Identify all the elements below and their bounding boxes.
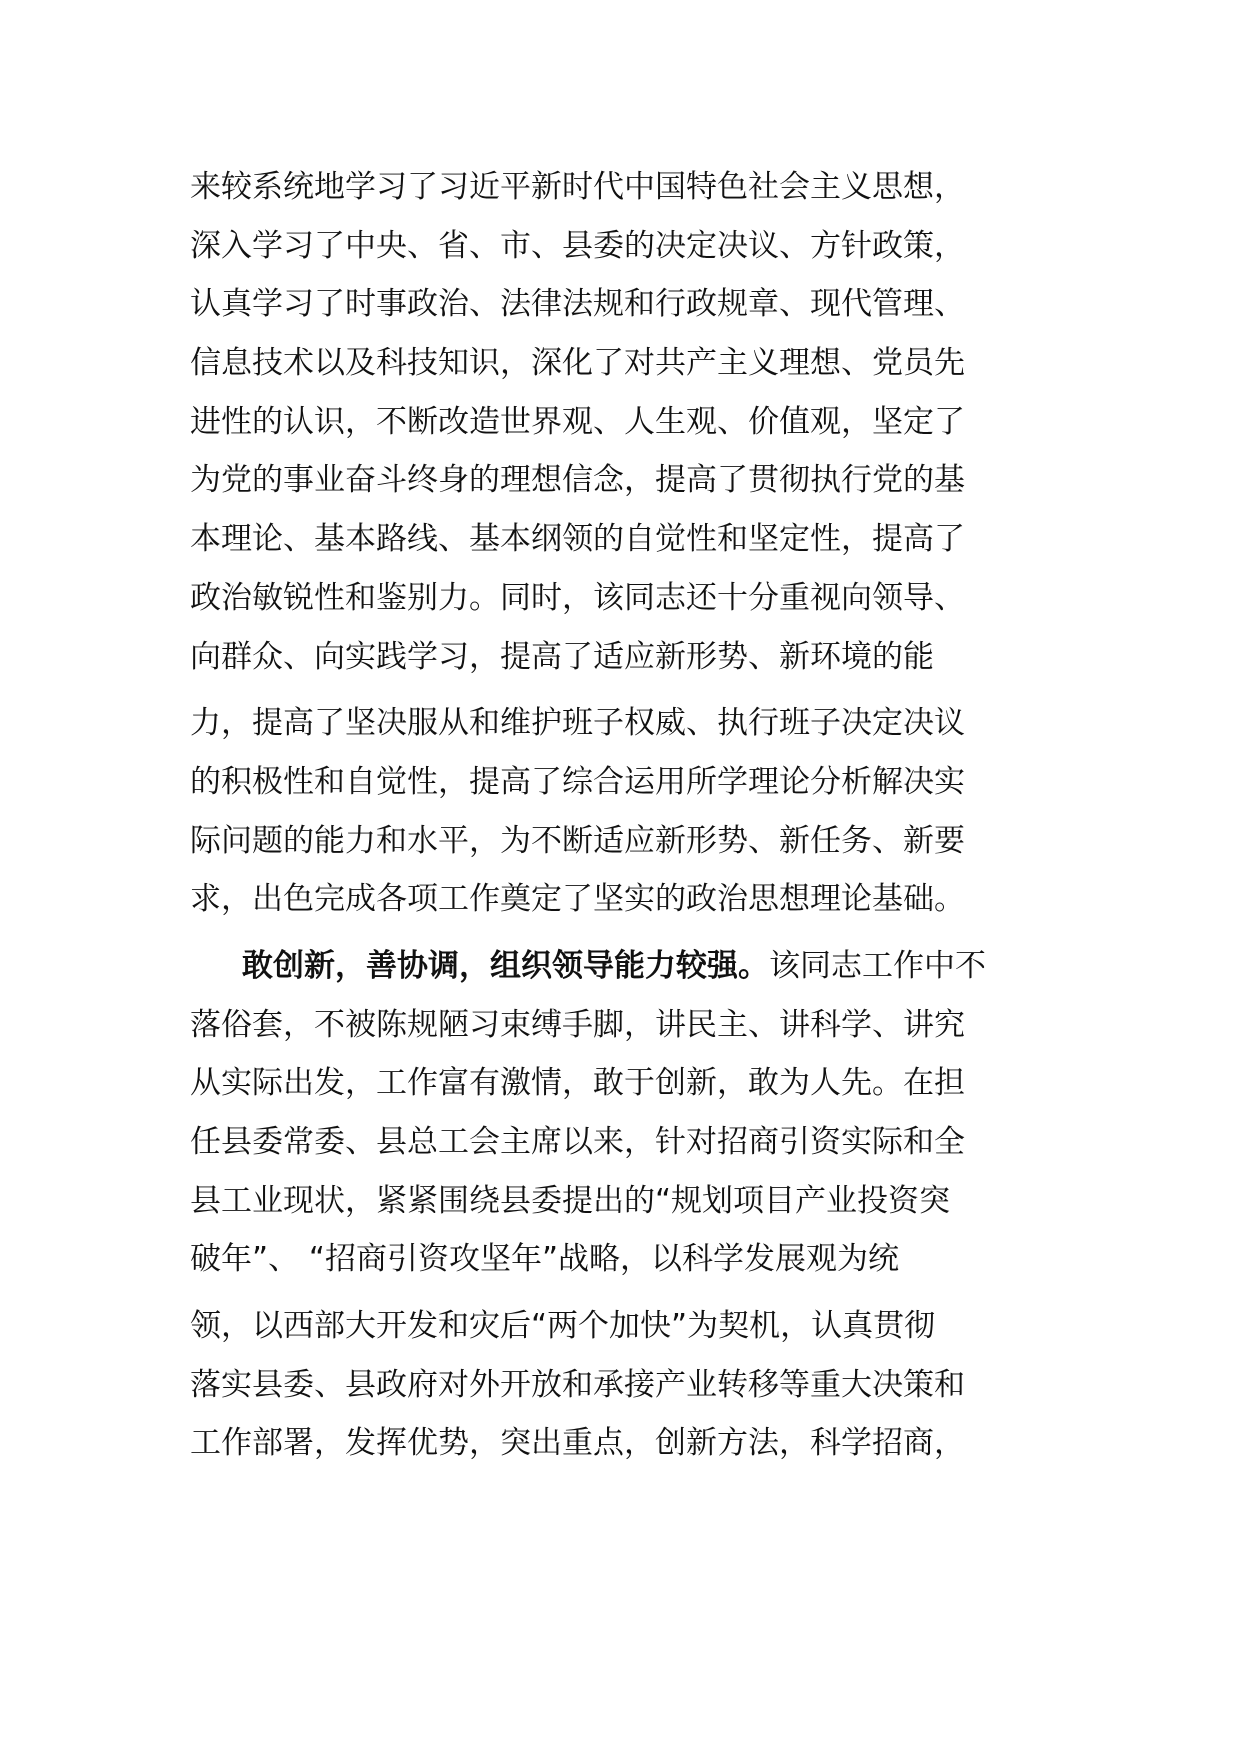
text-line: 领，以西部大开发和灾后“两个加快”为契机，认真贯彻 [190, 1308, 936, 1345]
text-line: 落实县委、县政府对外开放和承接产业转移等重大决策和 [190, 1366, 965, 1403]
paragraph-2 [190, 937, 1070, 1473]
text-line: 向群众、向实践学习，提高了适应新形势、新环境的能 [190, 638, 934, 675]
paragraph-2-first-line [190, 937, 1070, 996]
paragraph-1 [190, 158, 1070, 929]
text-line: 进性的认识，不断改造世界观、人生观、价值观，坚定了 [190, 403, 965, 440]
text-line: 破年”、 “招商引资攻坚年”战略，以科学发展观为统 [190, 1241, 900, 1278]
text-line: 来较系统地学习了习近平新时代中国特色社会主义思想， [190, 169, 965, 205]
text-line: 工作部署，发挥优势，突出重点，创新方法，科学招商， [190, 1425, 965, 1462]
text-line: 求，出色完成各项工作奠定了坚实的政治思想理论基础。 [190, 881, 965, 918]
text-line: 县工业现状，紧紧围绕县委提出的“规划项目产业投资突 [190, 1182, 951, 1219]
text-line: 力，提高了坚决服从和维护班子权威、执行班子决定决议 [190, 705, 965, 742]
text-line: 政治敏锐性和鉴别力。同时，该同志还十分重视向领导、 [190, 579, 965, 616]
text-line: 从实际出发，工作富有激情，敢于创新，敢为人先。在担 [190, 1065, 965, 1102]
text-line: 为党的事业奋斗终身的理想信念，提高了贯彻执行党的基 [190, 462, 965, 499]
text-line: 本理论、基本路线、基本纲领的自觉性和坚定性，提高了 [190, 521, 965, 558]
text-fragment: 该同志工作中不 [769, 947, 986, 984]
paragraph-heading: 敢创新，善协调，组织领导能力较强。 [242, 947, 769, 984]
text-line: 信息技术以及科技知识，深化了对共产主义理想、党员先 [190, 345, 965, 382]
text-line: 际问题的能力和水平，为不断适应新形势、新任务、新要 [190, 822, 965, 859]
text-line: 的积极性和自觉性，提高了综合运用所学理论分析解决实 [190, 763, 965, 800]
text-line: 深入学习了中央、省、市、县委的决定决议、方针政策， [190, 227, 965, 264]
text-line: 落俗套，不被陈规陋习束缚手脚，讲民主、讲科学、讲究 [190, 1006, 965, 1043]
document-body [190, 158, 1070, 1473]
text-line: 认真学习了时事政治、法律法规和行政规章、现代管理、 [190, 286, 965, 323]
text-line: 任县委常委、县总工会主席以来，针对招商引资实际和全 [190, 1124, 965, 1160]
